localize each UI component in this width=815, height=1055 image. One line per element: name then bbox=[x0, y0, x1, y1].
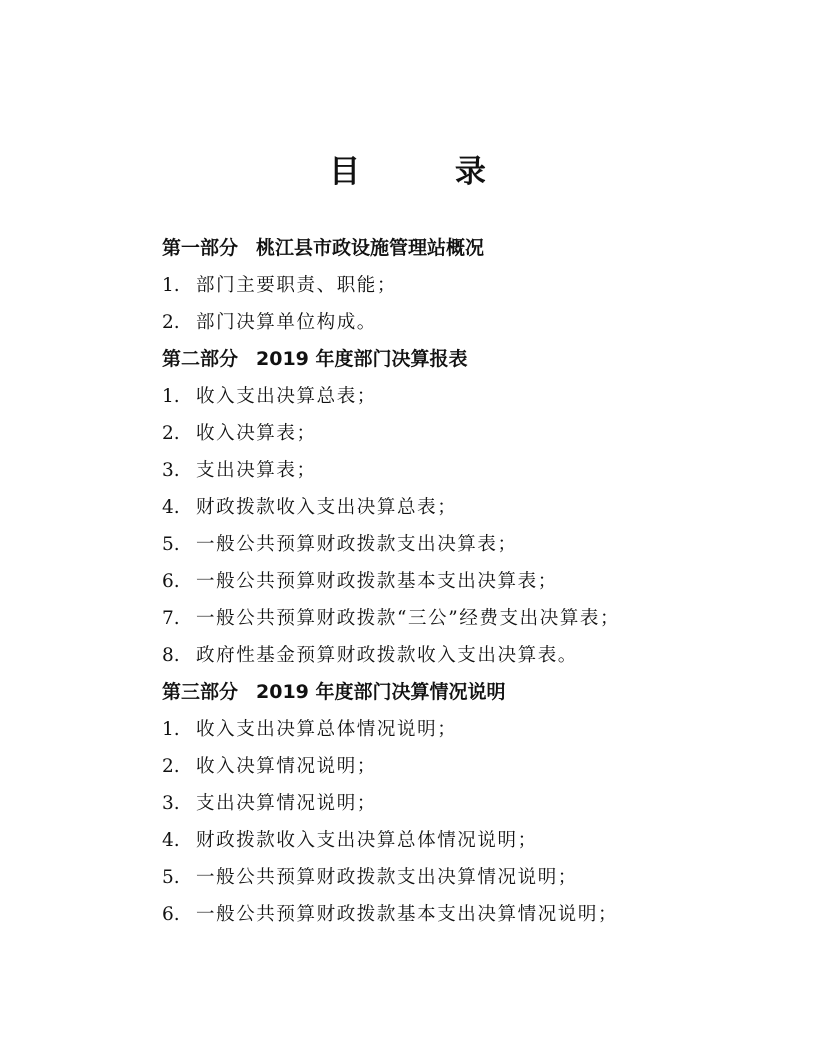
item-number: 6. bbox=[162, 571, 180, 592]
item-text: 一般公共预算财政拨款基本支出决算情况说明； bbox=[196, 904, 619, 925]
part-label: 第三部分 bbox=[162, 681, 239, 703]
item-number: 2. bbox=[162, 756, 180, 777]
page-title: 目 录 bbox=[329, 154, 528, 190]
toc-item[interactable] bbox=[162, 415, 802, 452]
part-title: 2019 年度部门决算报表 bbox=[256, 348, 468, 370]
table-of-contents bbox=[162, 230, 802, 933]
toc-item[interactable] bbox=[162, 822, 802, 859]
item-number: 6. bbox=[162, 904, 180, 925]
section-heading-part1[interactable] bbox=[162, 230, 802, 267]
part-title: 2019 年度部门决算情况说明 bbox=[256, 681, 506, 703]
item-number: 5. bbox=[162, 534, 180, 555]
item-text: 财政拨款收入支出决算总体情况说明； bbox=[196, 830, 538, 851]
item-text: 财政拨款收入支出决算总表； bbox=[196, 497, 458, 518]
item-text: 政府性基金预算财政拨款收入支出决算表。 bbox=[196, 645, 578, 666]
item-number: 2. bbox=[162, 423, 180, 444]
toc-item[interactable] bbox=[162, 896, 802, 933]
toc-item[interactable] bbox=[162, 267, 802, 304]
item-text: 部门决算单位构成。 bbox=[196, 312, 377, 333]
item-number: 1. bbox=[162, 386, 180, 407]
item-text: 收入决算表； bbox=[196, 423, 317, 444]
part-label: 第二部分 bbox=[162, 348, 239, 370]
toc-item[interactable] bbox=[162, 748, 802, 785]
toc-item[interactable] bbox=[162, 378, 802, 415]
toc-item[interactable] bbox=[162, 526, 802, 563]
toc-item[interactable] bbox=[162, 859, 802, 896]
item-text: 收入决算情况说明； bbox=[196, 756, 377, 777]
toc-item[interactable] bbox=[162, 452, 802, 489]
toc-item[interactable] bbox=[162, 563, 802, 600]
toc-item[interactable] bbox=[162, 711, 802, 748]
part-title: 桃江县市政设施管理站概况 bbox=[256, 237, 485, 259]
item-text: 收入支出决算总体情况说明； bbox=[196, 719, 458, 740]
part-label: 第一部分 bbox=[162, 237, 239, 259]
item-number: 4. bbox=[162, 830, 180, 851]
toc-item[interactable] bbox=[162, 489, 802, 526]
toc-item[interactable] bbox=[162, 637, 802, 674]
section-heading-part2[interactable] bbox=[162, 341, 802, 378]
item-number: 3. bbox=[162, 460, 180, 481]
item-text: 一般公共预算财政拨款支出决算表； bbox=[196, 534, 518, 555]
item-number: 8. bbox=[162, 645, 180, 666]
item-text: 一般公共预算财政拨款“三公”经费支出决算表； bbox=[196, 608, 621, 629]
toc-item[interactable] bbox=[162, 785, 802, 822]
item-number: 7. bbox=[162, 608, 180, 629]
item-number: 4. bbox=[162, 497, 180, 518]
item-text: 一般公共预算财政拨款基本支出决算表； bbox=[196, 571, 558, 592]
item-text: 收入支出决算总表； bbox=[196, 386, 377, 407]
item-number: 2. bbox=[162, 312, 180, 333]
item-number: 1. bbox=[162, 275, 180, 296]
item-number: 1. bbox=[162, 719, 180, 740]
item-text: 支出决算情况说明； bbox=[196, 793, 377, 814]
item-number: 5. bbox=[162, 867, 180, 888]
toc-item[interactable] bbox=[162, 600, 802, 637]
item-text: 部门主要职责、职能； bbox=[196, 275, 398, 296]
item-number: 3. bbox=[162, 793, 180, 814]
section-heading-part3[interactable] bbox=[162, 674, 802, 711]
item-text: 一般公共预算财政拨款支出决算情况说明； bbox=[196, 867, 578, 888]
item-text: 支出决算表； bbox=[196, 460, 317, 481]
toc-item[interactable] bbox=[162, 304, 802, 341]
